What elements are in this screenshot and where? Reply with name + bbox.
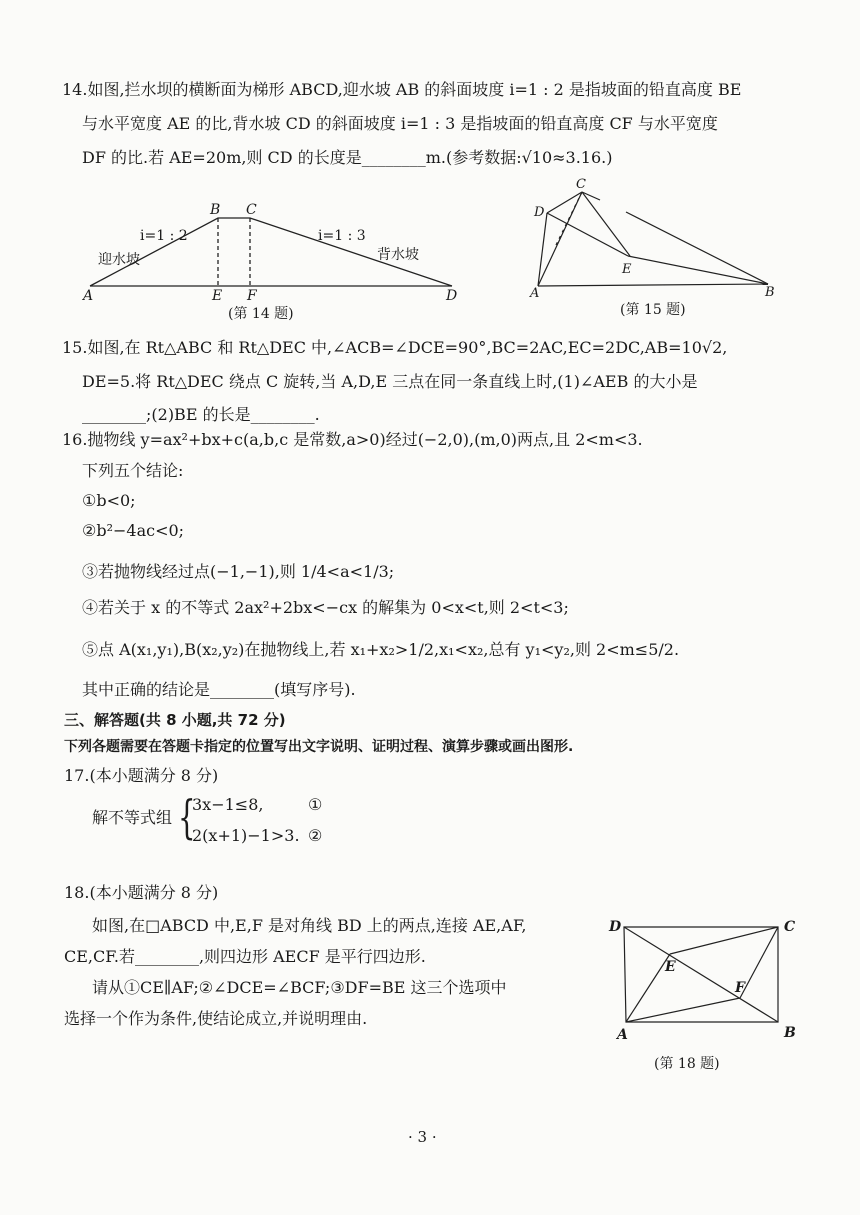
fig14-label-e: E (212, 288, 223, 304)
page-number: · 3 · (408, 1128, 437, 1146)
fig15-label-c: C (576, 177, 586, 192)
q16-conclusion: 其中正确的结论是________(填写序号). (82, 680, 356, 699)
fig18-label-f: F (735, 980, 745, 996)
q17-header: 17.(本小题满分 8 分) (64, 766, 219, 785)
fig15-label-b: B (765, 285, 775, 300)
q17-brace: { (178, 790, 196, 844)
fig14-label-f: F (247, 288, 257, 304)
fig14-label-upstream: 迎水坡 (98, 252, 140, 268)
fig14-label-a: A (83, 288, 94, 304)
seg-cf (740, 927, 778, 998)
fig18-label-a: A (617, 1027, 628, 1043)
q18-line-2: CE,CF.若________,则四边形 AECF 是平行四边形. (64, 947, 426, 966)
fig14-slope-right: i=1 : 3 (318, 228, 366, 244)
q16-item-3: ③若抛物线经过点(−1,−1),则 1/4<a<1/3; (82, 562, 395, 581)
q17-eq-2-number: ② (308, 826, 323, 845)
seg-de (547, 213, 628, 256)
seg-ce (582, 192, 630, 256)
fig14-caption: (第 14 题) (228, 306, 294, 322)
q18-line-3: 请从①CE∥AF;②∠DCE=∠BCF;③DF=BE 这三个选项中 (92, 978, 507, 997)
fig18-label-e: E (665, 959, 676, 975)
q17-prefix: 解不等式组 (92, 808, 173, 827)
q16-item-2: ②b²−4ac<0; (82, 521, 185, 540)
q14-line-1: 14.如图,拦水坝的横断面为梯形 ABCD,迎水坡 AB 的斜面坡度 i=1 : 2 是指坡面的铅直高度 BE (62, 80, 742, 99)
seg-ae (626, 954, 670, 1022)
seg-eb (628, 256, 768, 284)
q15-line-3: ________;(2)BE 的长是________. (82, 405, 320, 424)
seg-af (626, 998, 740, 1022)
q16-item-4: ④若关于 x 的不等式 2ax²+2bx<−cx 的解集为 0<x<t,则 2<t<3; (82, 598, 569, 617)
seg-ab (538, 284, 768, 286)
q16-line-1: 16.抛物线 y=ax²+bx+c(a,b,c 是常数,a>0)经过(−2,0),(m,0)两点,且 2<m<3. (62, 430, 643, 449)
seg-ce (670, 927, 778, 954)
fig15-caption: (第 15 题) (620, 302, 686, 318)
seg-cb-2 (626, 212, 768, 284)
q16-item-1: ①b<0; (82, 491, 136, 510)
figure-15 (538, 192, 768, 286)
fig14-slope-left: i=1 : 2 (140, 228, 188, 244)
fig14-label-c: C (246, 202, 257, 218)
diagonal-bd (624, 927, 778, 1022)
q15-line-1: 15.如图,在 Rt△ABC 和 Rt△DEC 中,∠ACB=∠DCE=90°,BC=2AC,EC=2DC,AB=10√2, (62, 338, 728, 357)
figure-18 (624, 927, 778, 1022)
q16-item-5: ⑤点 A(x₁,y₁),B(x₂,y₂)在抛物线上,若 x₁+x₂>1/2,x₁<x₂,总有 y₁<y₂,则 2<m≤5/2. (82, 640, 680, 659)
section-3-title: 三、解答题(共 8 小题,共 72 分) (64, 711, 286, 729)
fig15-label-a: A (530, 286, 540, 301)
q18-header: 18.(本小题满分 8 分) (64, 883, 219, 902)
q16-line-2: 下列五个结论: (82, 461, 184, 480)
fig15-label-e: E (622, 262, 632, 277)
fig14-label-d: D (446, 288, 458, 304)
q18-line-4: 选择一个作为条件,使结论成立,并说明理由. (64, 1009, 368, 1028)
q18-line-1: 如图,在□ABCD 中,E,F 是对角线 BD 上的两点,连接 AE,AF, (92, 916, 527, 935)
fig18-label-b: B (784, 1025, 796, 1041)
fig14-label-downstream: 背水坡 (377, 247, 419, 263)
q17-eq-2: 2(x+1)−1>3. (192, 826, 300, 845)
fig14-label-b: B (210, 202, 221, 218)
fig15-label-d: D (534, 205, 545, 220)
q17-eq-1: 3x−1≤8, (192, 795, 264, 814)
q17-eq-1-number: ① (308, 795, 323, 814)
q14-line-3: DF 的比.若 AE=20m,则 CD 的长度是________m.(参考数据:√10≈3.16.) (82, 148, 613, 167)
fig18-caption: (第 18 题) (654, 1056, 720, 1072)
fig18-label-c: C (784, 919, 796, 935)
fig18-label-d: D (609, 919, 622, 935)
q15-line-2: DE=5.将 Rt△DEC 绕点 C 旋转,当 A,D,E 三点在同一条直线上时,(1)∠AEB 的大小是 (82, 372, 698, 391)
section-3-instructions: 下列各题需要在答题卡指定的位置写出文字说明、证明过程、演算步骤或画出图形. (64, 739, 574, 755)
q14-line-2: 与水平宽度 AE 的比,背水坡 CD 的斜面坡度 i=1 : 3 是指坡面的铅直高度 CF 与水平宽度 (82, 114, 718, 133)
